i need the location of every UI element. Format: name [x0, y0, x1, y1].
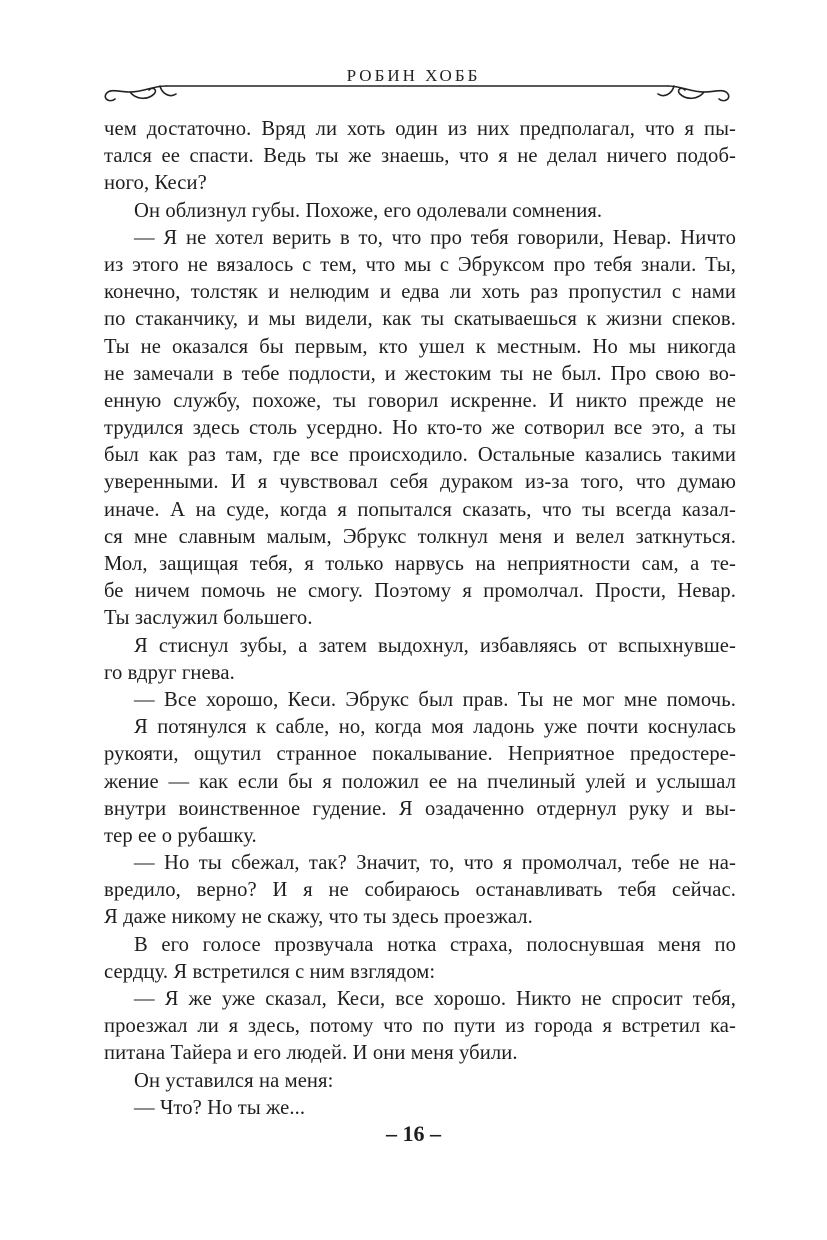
- running-header: РОБИН ХОББ: [346, 66, 481, 85]
- text-line: Мол, защищая тебя, я только нарвусь на неприятности сам, а те-: [104, 553, 736, 575]
- text-line: питана Тайера и его людей. И они меня убили.: [104, 1042, 518, 1065]
- text-line: проезжал ли я здесь, потому что по пути из города я встретил ка-: [104, 1015, 736, 1038]
- text-line: енную службу, похоже, ты говорил искренне. И никто прежде не: [104, 389, 736, 412]
- text-line: Он уставился на меня:: [134, 1069, 334, 1092]
- text-line: рукояти, ощутил странное покалывание. Неприятное предостере-: [104, 743, 736, 766]
- text-line: конечно, толстяк и нелюдим и едва ли хоть раз пропустил с нами: [104, 281, 736, 304]
- text-line: вредило, верно? И я не собираюсь останавливать тебя сейчас.: [104, 879, 736, 902]
- text-line: В его голосе прозвучала нотка страха, полоснувшая меня по: [134, 933, 736, 956]
- text-line: иначе. А на суде, когда я попытался сказать, что ты всегда казал-: [104, 498, 736, 521]
- text-line: внутри воинственное гудение. Я озадаченно отдернул руку и вы-: [104, 797, 736, 820]
- body-text: [104, 116, 736, 1122]
- text-line: ного, Кеси?: [104, 172, 207, 195]
- header-ornament-icon: [100, 76, 734, 106]
- text-line: жение — как если бы я положил ее на пчелиный улей и услышал: [104, 770, 736, 793]
- text-line: чем достаточно. Вряд ли хоть один из них предполагал, что я пы-: [104, 118, 736, 140]
- text-line: из этого не вязалось с тем, что мы с Эбруксом про тебя знали. Ты,: [104, 253, 736, 276]
- text-line: — Я не хотел верить в то, что про тебя говорили, Невар. Ничто: [134, 226, 736, 249]
- text-line: не замечали в тебе подлости, и жестоким ты не был. Про свою во-: [104, 362, 736, 385]
- text-line: — Все хорошо, Кеси. Эбрукс был прав. Ты не мог мне помочь.: [134, 688, 736, 711]
- text-line: Я стиснул зубы, а затем выдохнул, избавляясь от вспыхнувше-: [134, 634, 736, 657]
- text-line: бе ничем помочь не смогу. Поэтому я промолчал. Прости, Невар.: [104, 580, 736, 603]
- text-line: — Но ты сбежал, так? Значит, то, что я промолчал, тебе не на-: [134, 852, 736, 875]
- text-line: сердцу. Я встретился с ним взглядом:: [104, 960, 436, 983]
- text-line: уверенными. И я чувствовал себя дураком из-за того, что думаю: [104, 471, 736, 494]
- text-line: — Что? Но ты же...: [134, 1096, 306, 1119]
- text-line: по стаканчику, и мы видели, как ты скатываешься к жизни спеков.: [104, 308, 736, 331]
- text-line: был как раз там, где все происходило. Остальные казались такими: [104, 444, 736, 467]
- text-line: Ты не оказался бы первым, кто ушел к местным. Но мы никогда: [104, 335, 736, 358]
- page-number: – 16 –: [386, 1121, 441, 1146]
- text-line: Ты заслужил большего.: [104, 607, 313, 630]
- text-line: Я потянулся к сабле, но, когда моя ладонь уже почти коснулась: [134, 716, 736, 739]
- text-line: Я даже никому не скажу, что ты здесь проезжал.: [104, 906, 533, 929]
- text-line: го вдруг гнева.: [104, 661, 235, 684]
- text-line: ся мне славным малым, Эбрукс толкнул меня и велел заткнуться.: [104, 525, 736, 548]
- text-line: тался ее спасти. Ведь ты же знаешь, что я не делал ничего подоб-: [104, 145, 736, 168]
- text-line: трудился здесь столь усердно. Но кто-то же сотворил все это, а ты: [104, 417, 736, 440]
- text-line: — Я же уже сказал, Кеси, все хорошо. Никто не спросит тебя,: [134, 988, 736, 1010]
- text-line: Он облизнул губы. Похоже, его одолевали сомнения.: [134, 199, 603, 222]
- text-line: тер ее о рубашку.: [104, 824, 257, 847]
